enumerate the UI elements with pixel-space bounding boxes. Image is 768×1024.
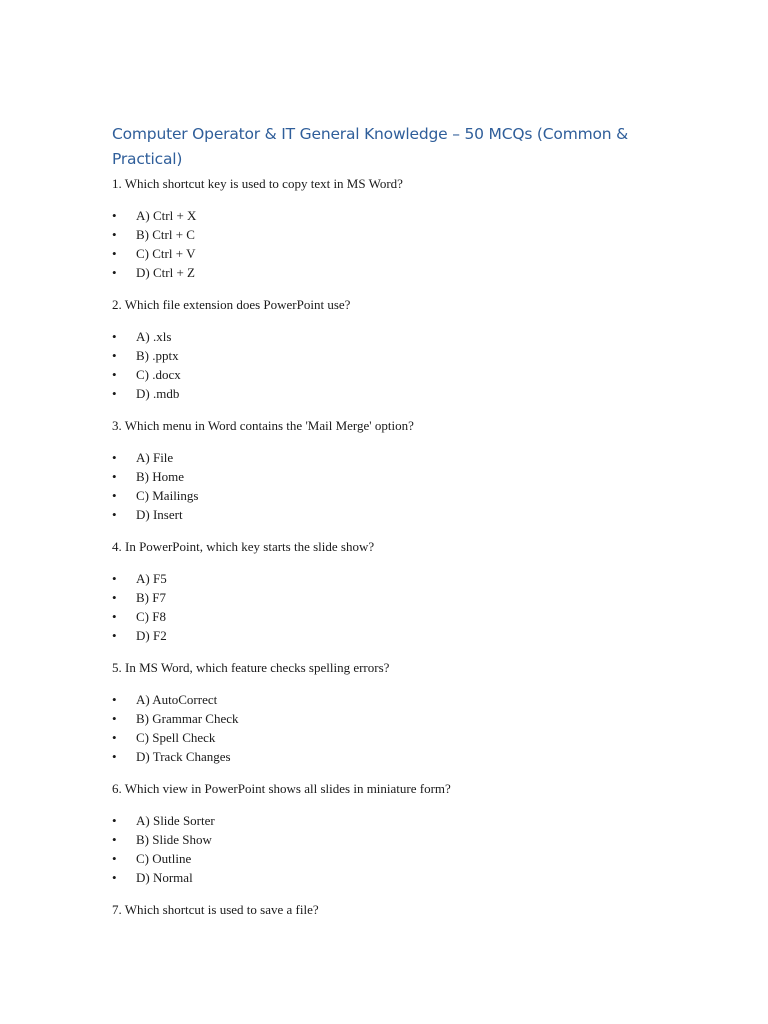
option-item — [112, 486, 672, 505]
bullet-icon: • — [112, 507, 117, 522]
bullet-icon: • — [112, 488, 117, 503]
bullet-icon: • — [112, 348, 117, 363]
bullet-icon: • — [112, 571, 117, 586]
option-text: C) Outline — [136, 851, 192, 866]
option-item — [112, 811, 672, 830]
option-text: B) Grammar Check — [136, 711, 239, 726]
question-block — [112, 658, 672, 766]
bullet-icon: • — [112, 450, 117, 465]
option-text: C) Ctrl + V — [136, 246, 196, 261]
option-item — [112, 690, 672, 709]
bullet-icon: • — [112, 386, 117, 401]
bullet-icon: • — [112, 367, 117, 382]
question-block — [112, 295, 672, 403]
question-text: 7. Which shortcut is used to save a file? — [112, 902, 319, 917]
bullet-icon: • — [112, 711, 117, 726]
question-block — [112, 174, 672, 282]
option-text: A) Ctrl + X — [136, 208, 197, 223]
question-text: 2. Which file extension does PowerPoint use? — [112, 297, 351, 312]
option-text: D) Track Changes — [136, 749, 231, 764]
option-text: B) Ctrl + C — [136, 227, 195, 242]
bullet-icon: • — [112, 227, 117, 242]
option-item — [112, 365, 672, 384]
option-text: D) F2 — [136, 628, 167, 643]
option-text: D) Ctrl + Z — [136, 265, 195, 280]
bullet-icon: • — [112, 813, 117, 828]
option-text: C) Mailings — [136, 488, 199, 503]
option-item — [112, 505, 672, 524]
option-item — [112, 607, 672, 626]
bullet-icon: • — [112, 329, 117, 344]
option-text: B) F7 — [136, 590, 166, 605]
bullet-icon: • — [112, 628, 117, 643]
option-text: D) .mdb — [136, 386, 180, 401]
option-text: A) F5 — [136, 571, 167, 586]
question-list — [112, 174, 672, 920]
bullet-icon: • — [112, 851, 117, 866]
bullet-icon: • — [112, 692, 117, 707]
bullet-icon: • — [112, 265, 117, 280]
option-list — [112, 206, 672, 282]
option-list — [112, 448, 672, 524]
question-text: 4. In PowerPoint, which key starts the slide show? — [112, 539, 375, 554]
bullet-icon: • — [112, 469, 117, 484]
option-item — [112, 263, 672, 282]
option-text: B) Home — [136, 469, 185, 484]
option-item — [112, 346, 672, 365]
option-item — [112, 448, 672, 467]
option-text: A) File — [136, 450, 174, 465]
bullet-icon: • — [112, 749, 117, 764]
option-text: D) Normal — [136, 870, 193, 885]
question-block — [112, 900, 672, 920]
question-text: 1. Which shortcut key is used to copy text in MS Word? — [112, 176, 403, 191]
option-item — [112, 384, 672, 403]
option-text: B) .pptx — [136, 348, 179, 363]
option-text: C) .docx — [136, 367, 181, 382]
document-title: Computer Operator & IT General Knowledge – 50 MCQs (Common & Practical) — [112, 125, 629, 168]
option-list — [112, 327, 672, 403]
option-text: D) Insert — [136, 507, 183, 522]
option-item — [112, 728, 672, 747]
bullet-icon: • — [112, 590, 117, 605]
option-list — [112, 569, 672, 645]
option-text: C) F8 — [136, 609, 166, 624]
question-text: 6. Which view in PowerPoint shows all slides in miniature form? — [112, 781, 451, 796]
option-list — [112, 690, 672, 766]
option-item — [112, 569, 672, 588]
bullet-icon: • — [112, 832, 117, 847]
option-item — [112, 747, 672, 766]
question-text: 5. In MS Word, which feature checks spelling errors? — [112, 660, 390, 675]
option-text: A) AutoCorrect — [136, 692, 218, 707]
option-text: C) Spell Check — [136, 730, 216, 745]
question-text: 3. Which menu in Word contains the 'Mail Merge' option? — [112, 418, 414, 433]
bullet-icon: • — [112, 870, 117, 885]
option-item — [112, 849, 672, 868]
option-list — [112, 811, 672, 887]
bullet-icon: • — [112, 730, 117, 745]
option-item — [112, 327, 672, 346]
option-item — [112, 709, 672, 728]
option-item — [112, 244, 672, 263]
option-text: A) .xls — [136, 329, 172, 344]
bullet-icon: • — [112, 609, 117, 624]
option-item — [112, 206, 672, 225]
question-block — [112, 416, 672, 524]
option-text: B) Slide Show — [136, 832, 212, 847]
bullet-icon: • — [112, 246, 117, 261]
option-item — [112, 588, 672, 607]
option-item — [112, 830, 672, 849]
option-text: A) Slide Sorter — [136, 813, 215, 828]
option-item — [112, 467, 672, 486]
question-block — [112, 779, 672, 887]
question-block — [112, 537, 672, 645]
bullet-icon: • — [112, 208, 117, 223]
option-item — [112, 868, 672, 887]
option-item — [112, 225, 672, 244]
option-item — [112, 626, 672, 645]
